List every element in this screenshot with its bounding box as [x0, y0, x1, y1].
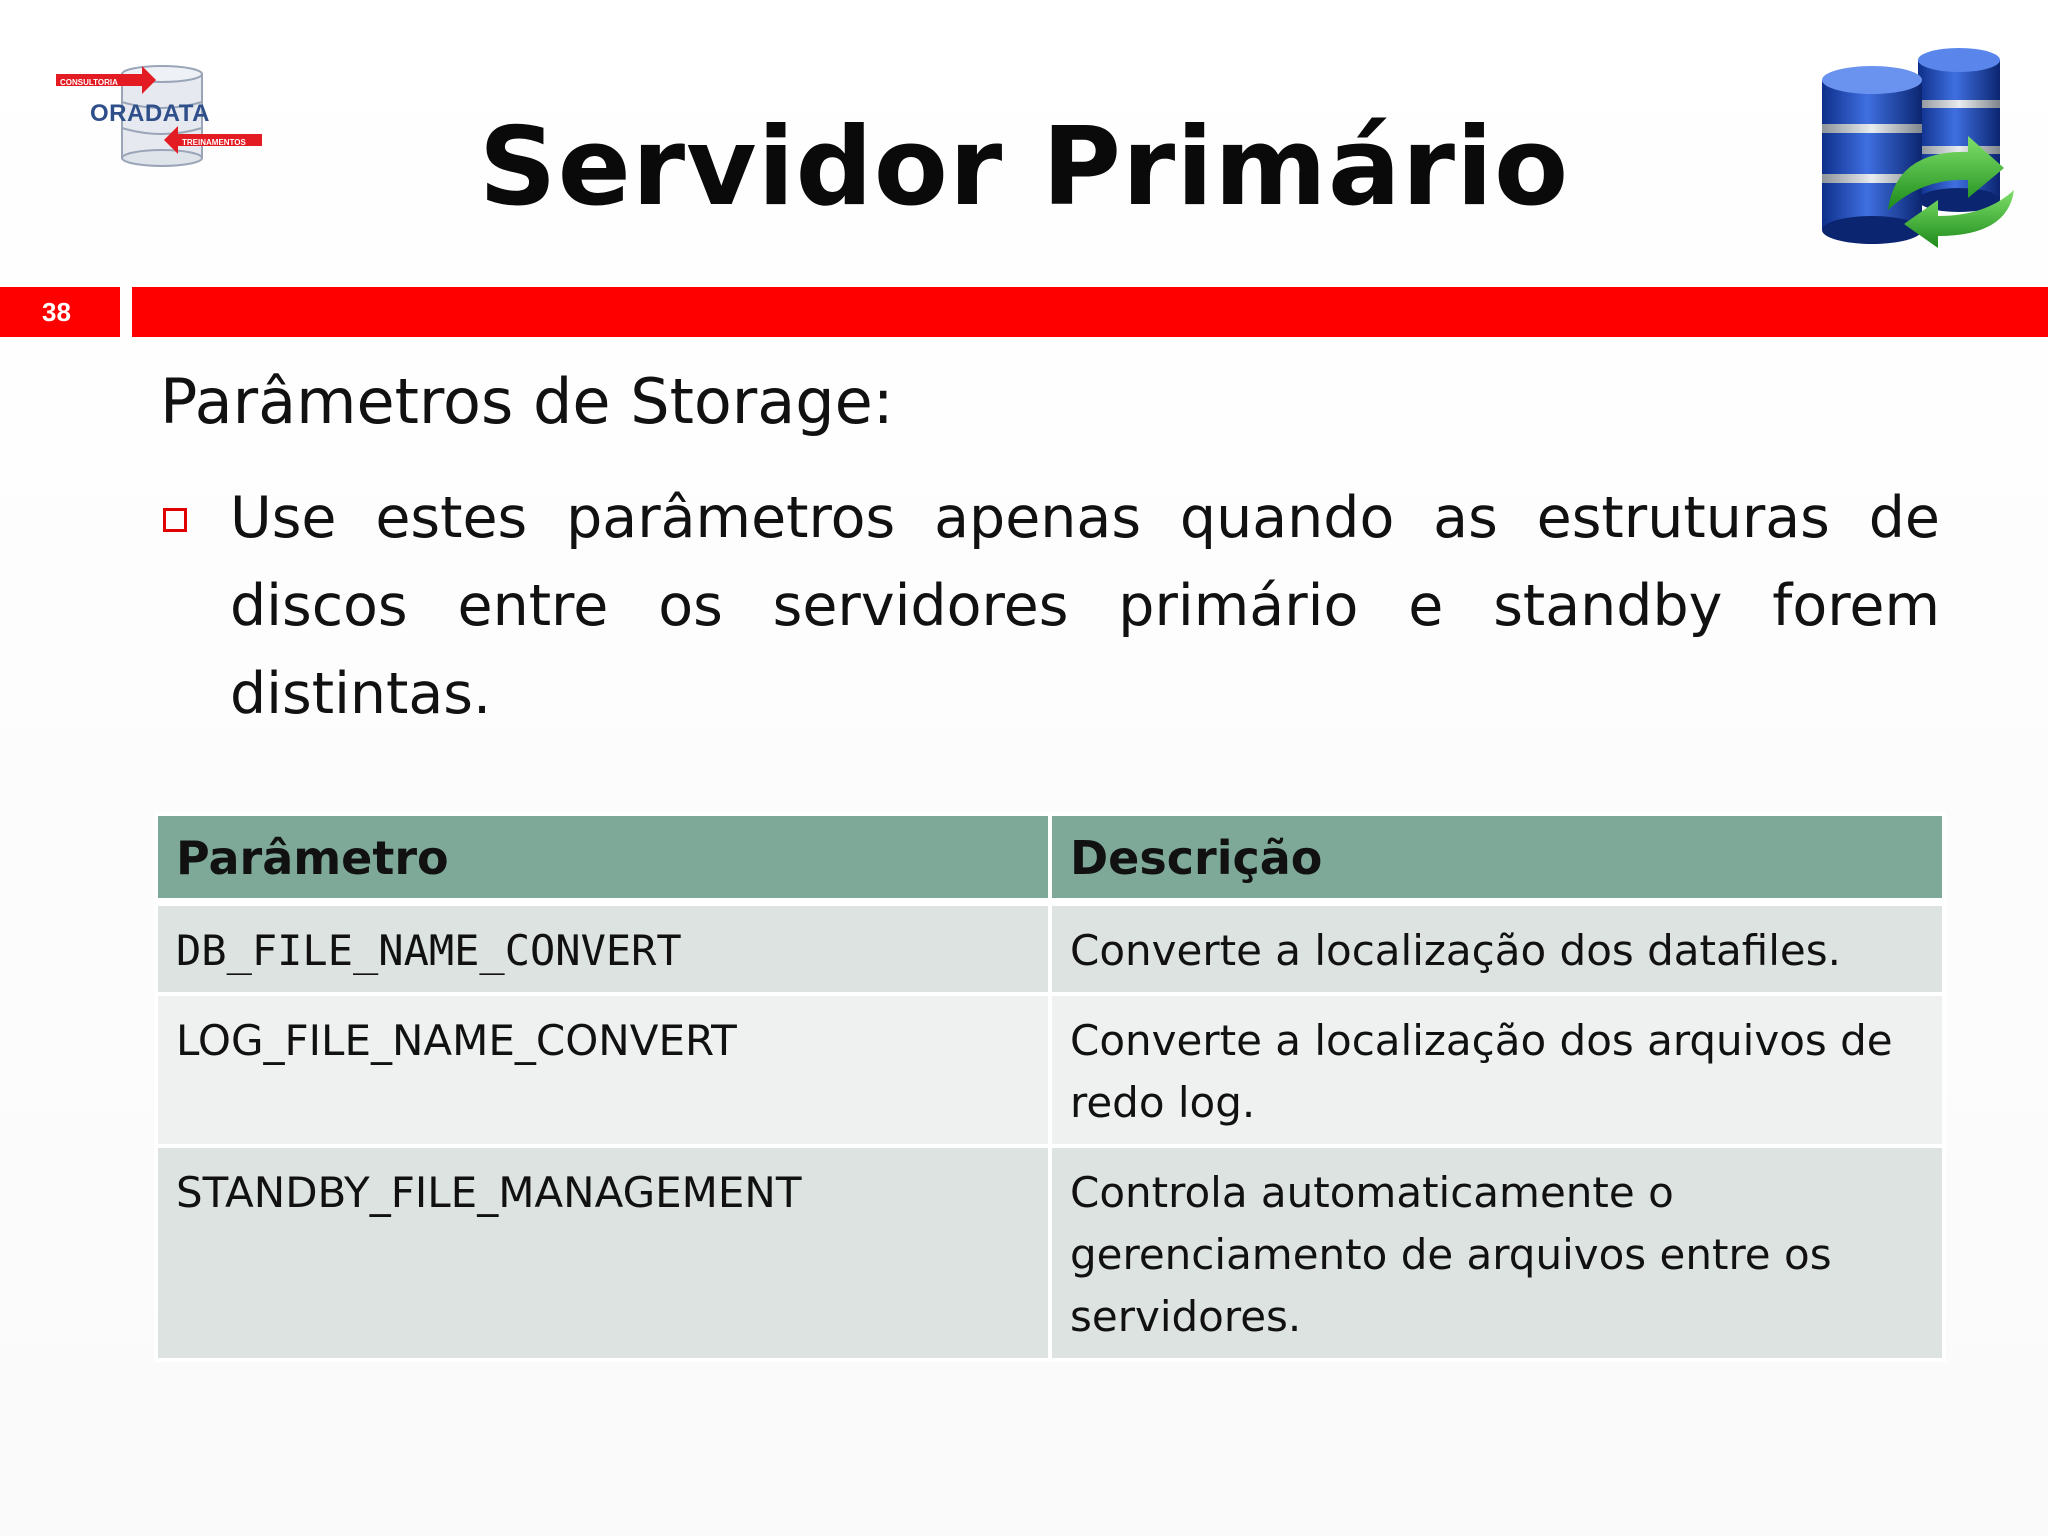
header-divider-bar: [132, 287, 2048, 337]
logo-bottom-text: TREINAMENTOS: [182, 138, 246, 147]
table-cell-parameter: LOG_FILE_NAME_CONVERT: [156, 994, 1050, 1146]
table-header-descricao: Descrição: [1050, 814, 1944, 902]
parameters-table: [154, 812, 1946, 1362]
table-cell-description: Controla automaticamente o gerenciamento de arquivos entre os servidores.: [1050, 1146, 1944, 1360]
section-subtitle: Parâmetros de Storage:: [160, 365, 894, 438]
database-sync-icon: [1818, 40, 2038, 250]
table-cell-parameter: STANDBY_FILE_MANAGEMENT: [156, 1146, 1050, 1360]
table-header-parametro: Parâmetro: [156, 814, 1050, 902]
table-row: [156, 902, 1944, 994]
table-cell-description: Converte a localização dos arquivos de redo log.: [1050, 994, 1944, 1146]
table-cell-parameter: DB_FILE_NAME_CONVERT: [156, 902, 1050, 994]
bullet-text: Use estes parâmetros apenas quando as estruturas de discos entre os servidores primário e standby forem distintas.: [230, 485, 1940, 727]
slide-number: 38: [0, 287, 120, 337]
square-bullet-icon: [163, 508, 187, 532]
table-cell-description: Converte a localização dos datafiles.: [1050, 902, 1944, 994]
table-header-row: [156, 814, 1944, 902]
table-row: [156, 1146, 1944, 1360]
logo-main-text: ORADATA: [90, 100, 210, 127]
logo-top-text: CONSULTORIA: [60, 78, 118, 87]
slide-title: Servidor Primário: [478, 105, 1570, 230]
table-row: [156, 994, 1944, 1146]
